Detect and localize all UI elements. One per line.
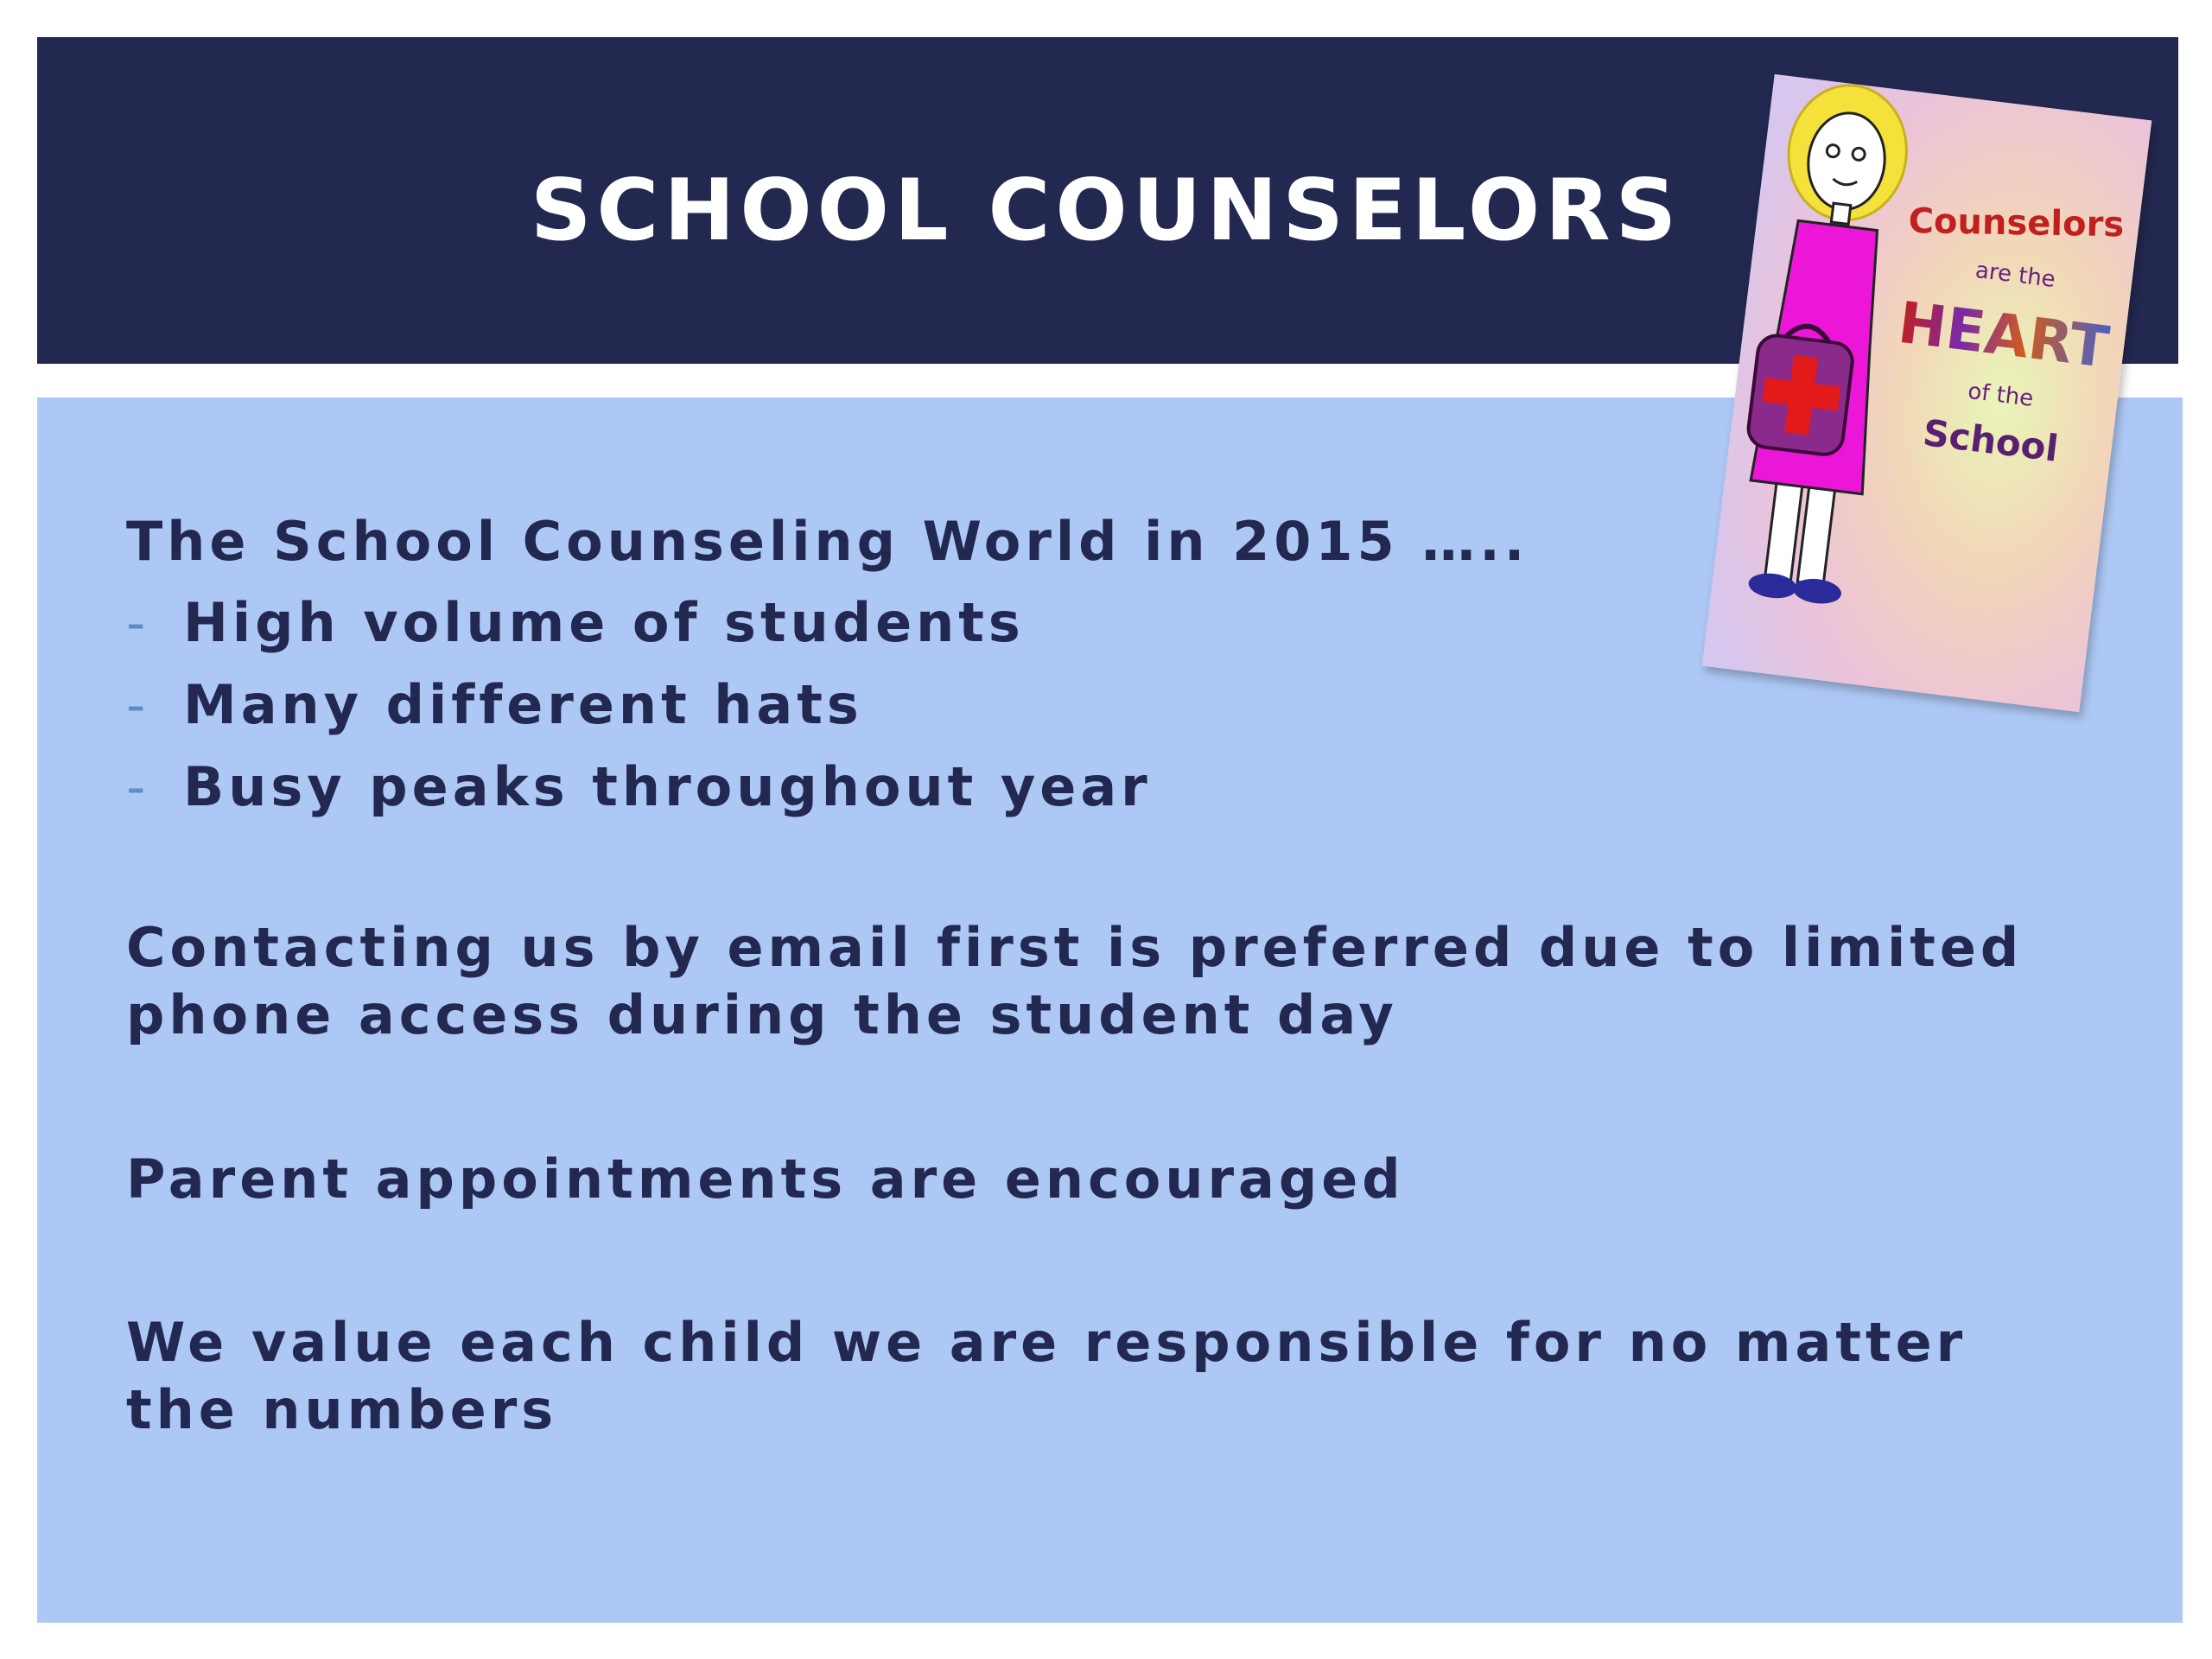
poster-text-school: School xyxy=(1920,411,2061,470)
contact-paragraph: Contacting us by email first is preferred due to limited phone access during the student day xyxy=(126,916,2024,1046)
counselor-poster-image xyxy=(1702,74,2152,712)
intro-text: The School Counseling World in 2015 ….. xyxy=(126,510,1529,573)
bullet-text: Busy peaks throughout year xyxy=(183,755,1152,818)
poster-text-are-the: are the xyxy=(1974,257,2057,294)
slide-title: SCHOOL COUNSELORS xyxy=(530,162,1682,260)
poster-text-of-the: of the xyxy=(1966,378,2035,412)
bullet-dash: - xyxy=(126,755,150,818)
bullet-text: High volume of students xyxy=(183,591,1025,654)
list-item xyxy=(126,671,2027,739)
bullet-dash: - xyxy=(126,591,150,654)
bullet-dash: - xyxy=(126,673,150,736)
poster-text-counselors: Counselors xyxy=(1908,201,2125,245)
parent-paragraph: Parent appointments are encouraged xyxy=(126,1147,1405,1211)
value-paragraph: We value each child we are responsible for no matter the numbers xyxy=(126,1311,1967,1441)
bullet-text: Many different hats xyxy=(183,673,863,736)
list-item xyxy=(126,753,2027,821)
poster-text-heart: HEART xyxy=(1894,289,2113,381)
